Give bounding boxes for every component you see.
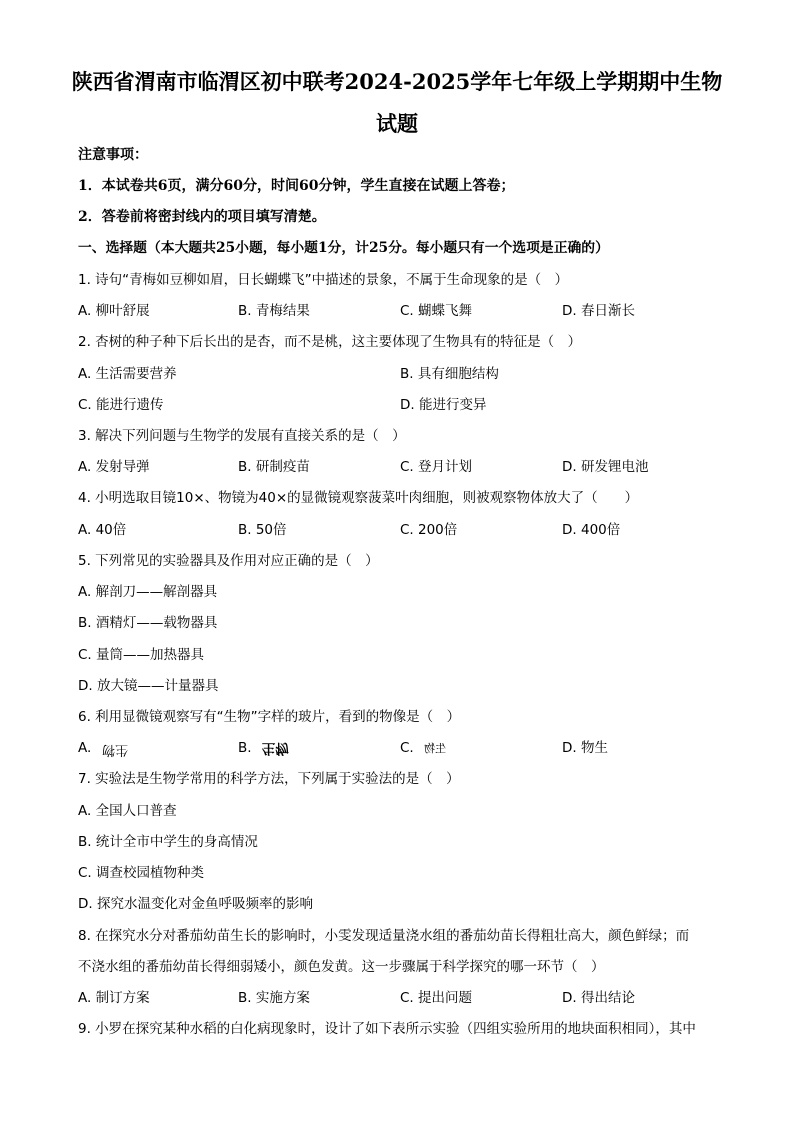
question-2-stem: 2. 杏树的种子种下后长出的是杏，而不是桃，这主要体现了生物具有的特征是（ ） (78, 334, 582, 350)
notice-heading: 注意事项： (78, 147, 148, 163)
question-3-option-a[interactable]: A. 发射导弹 (78, 459, 150, 475)
question-7-option-b[interactable]: B. 统计全市中学生的身高情况 (78, 834, 258, 850)
question-6-stem: 6. 利用显微镜观察写有“生物”字样的玻片，看到的物像是（ ） (78, 709, 461, 725)
question-1-option-b[interactable]: B. 青梅结果 (238, 303, 310, 319)
question-3-stem: 3. 解决下列问题与生物学的发展有直接关系的是（ ） (78, 428, 406, 444)
question-3-option-d[interactable]: D. 研发锂电池 (562, 459, 649, 475)
question-8-option-a[interactable]: A. 制订方案 (78, 990, 150, 1006)
question-6-option-c[interactable] (400, 739, 446, 758)
question-7-option-d[interactable]: D. 探究水温变化对金鱼呼吸频率的影响 (78, 896, 313, 912)
question-4-stem: 4. 小明选取目镜10×、物镜为40×的显微镜观察菠菜叶肉细胞，则被观察物体放大了（ ） (78, 490, 639, 506)
question-7-stem: 7. 实验法是生物学常用的科学方法，下列属于实验法的是（ ） (78, 771, 460, 787)
question-2-option-d[interactable]: D. 能进行变异 (400, 397, 487, 413)
question-5-option-b[interactable]: B. 酒精灯——载物器具 (78, 615, 218, 631)
question-2-option-a[interactable]: A. 生活需要营养 (78, 366, 177, 382)
question-5-option-d[interactable]: D. 放大镜——计量器具 (78, 678, 219, 694)
question-8-stem-line2: 不浇水组的番茄幼苗长得细弱矮小，颜色发黄。这一步骤属于科学探究的哪一环节（ ） (78, 959, 605, 975)
question-2-option-c[interactable]: C. 能进行遗传 (78, 397, 164, 413)
question-5-option-a[interactable]: A. 解剖刀——解剖器具 (78, 584, 218, 600)
question-6-option-c-label: C. (400, 740, 414, 756)
exam-title-line1: 陕西省渭南市临渭区初中联考2024-2025学年七年级上学期期中生物 (71, 69, 723, 94)
question-6-option-c-image: 生物 (424, 742, 447, 755)
question-7-option-a[interactable]: A. 全国人口普查 (78, 803, 177, 819)
question-6-option-d[interactable]: D. 物生 (562, 740, 608, 756)
question-6-option-b[interactable] (238, 739, 289, 757)
notice-item-1: 1．本试卷共6页，满分60分，时间60分钟，学生直接在试题上答卷； (78, 178, 515, 194)
question-8-option-d[interactable]: D. 得出结论 (562, 990, 635, 1006)
exam-title-line2: 试题 (376, 111, 418, 136)
question-6-option-b-label: B. (238, 740, 252, 756)
question-7-option-c[interactable]: C. 调查校园植物种类 (78, 865, 205, 881)
question-9-stem: 9. 小罗在探究某种水稻的白化病现象时，设计了如下表所示实验（四组实验所用的地块面积相同），其中 (78, 1021, 696, 1037)
question-4-option-b[interactable]: B. 50倍 (238, 522, 287, 538)
question-6-option-a-image: 生物 (101, 742, 128, 757)
question-5-option-c[interactable]: C. 量筒——加热器具 (78, 647, 205, 663)
question-3-option-c[interactable]: C. 登月计划 (400, 459, 473, 475)
question-4-option-d[interactable]: D. 400倍 (562, 522, 621, 538)
question-4-option-c[interactable]: C. 200倍 (400, 522, 458, 538)
question-8-stem-line1: 8. 在探究水分对番茄幼苗生长的影响时，小雯发现适量浇水组的番茄幼苗长得粗壮高大，颜色鲜绿；而 (78, 928, 690, 944)
question-3-option-b[interactable]: B. 研制疫苗 (238, 459, 310, 475)
question-6-option-b-image: 生物 (261, 740, 289, 756)
question-6-option-a[interactable] (78, 739, 128, 758)
section-heading: 一、选择题（本大题共25小题，每小题1分，计25分。每小题只有一个选项是正确的） (78, 240, 609, 256)
question-1-option-a[interactable]: A. 柳叶舒展 (78, 303, 150, 319)
question-1-option-d[interactable]: D. 春日渐长 (562, 303, 635, 319)
question-5-stem: 5. 下列常见的实验器具及作用对应正确的是（ ） (78, 553, 379, 569)
notice-item-2: 2．答卷前将密封线内的项目填写清楚。 (78, 209, 326, 225)
question-8-option-c[interactable]: C. 提出问题 (400, 990, 473, 1006)
question-2-option-b[interactable]: B. 具有细胞结构 (400, 366, 499, 382)
question-4-option-a[interactable]: A. 40倍 (78, 522, 127, 538)
question-1-stem: 1. 诗句“青梅如豆柳如眉，日长蝴蝶飞”中描述的景象，不属于生命现象的是（ ） (78, 272, 569, 288)
question-8-option-b[interactable]: B. 实施方案 (238, 990, 310, 1006)
question-1-option-c[interactable]: C. 蝴蝶飞舞 (400, 303, 473, 319)
question-6-option-a-label: A. (78, 740, 92, 756)
